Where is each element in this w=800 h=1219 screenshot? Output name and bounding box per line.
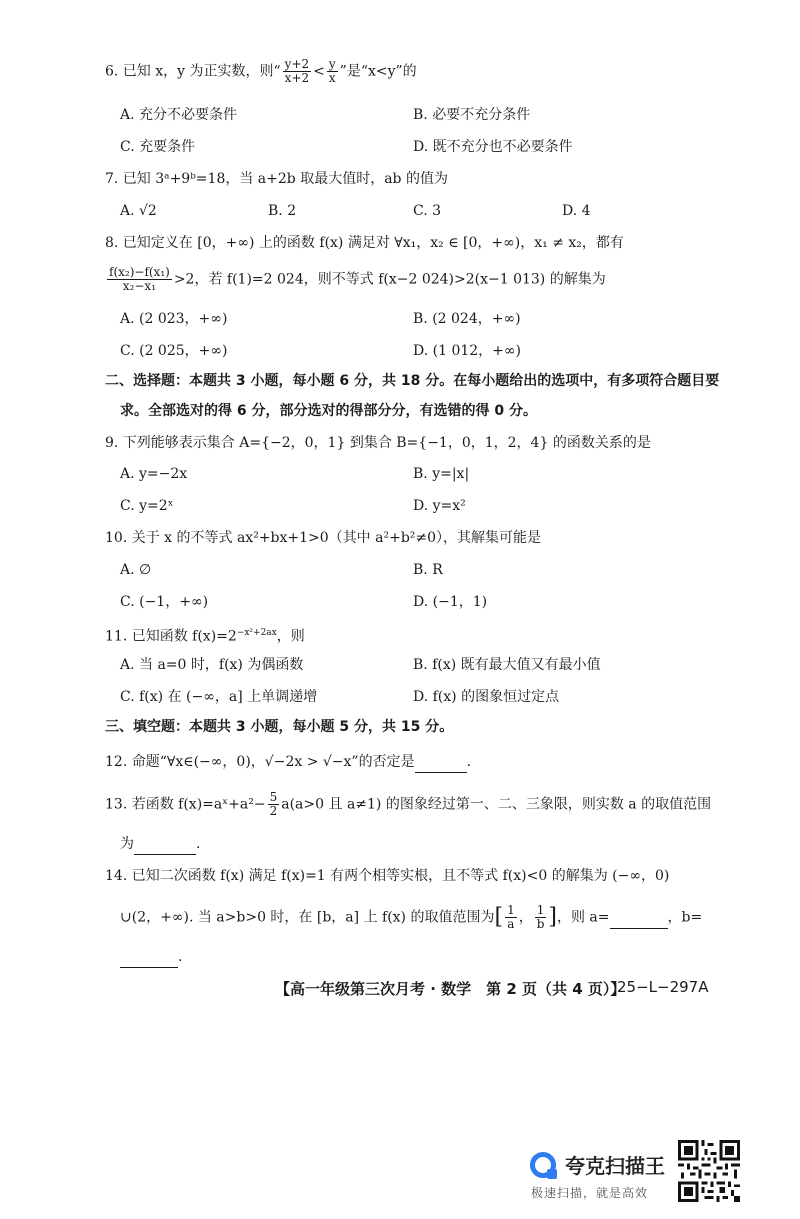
question-11-stem [105,623,305,647]
exam-code: 25−L−297A [617,978,709,996]
q11-text-a: 11. 已知函数 f(x)=2 [105,628,237,645]
q9-option-d: D. y=x² [413,498,466,514]
q6-option-b: B. 必要不充分条件 [413,107,531,123]
question-13-stem [105,791,711,818]
scanner-slogan: 极速扫描，就是高效 [531,1186,649,1200]
q9-option-b: B. y=|x| [413,466,470,482]
q6-option-d: D. 既不充分也不必要条件 [413,139,573,155]
q12-text-b: . [466,754,472,770]
question-13-line2 [120,834,200,855]
q7-option-d: D. 4 [562,203,591,219]
q8-option-b: B. (2 024，+∞) [413,311,521,327]
question-9-stem: 9. 下列能够表示集合 A={−2，0，1} 到集合 B={−1，0，1，2，4} 的函数关系的是 [105,435,651,451]
section-2-heading: 二、选择题：本题共 3 小题，每小题 6 分，共 18 分。在每小题给出的选项中，有多项符合题目要 [105,373,720,389]
q8-option-d: D. (1 012，+∞) [413,343,522,359]
q14-comma: ， [518,909,533,926]
scanner-watermark [525,1140,675,1200]
question-12-stem [105,752,471,773]
q14-fraction-1 [505,904,517,931]
question-8-stem-line1: 8. 已知定义在 [0，+∞) 上的函数 f(x) 满足对 ∀x₁，x₂ ∈ [0，+∞)，x₁ ≠ x₂，都有 [105,235,624,251]
q8-text-line2: >2，若 f(1)=2 024，则不等式 f(x−2 024)>2(x−1 013) 的解集为 [173,271,606,288]
question-8-stem-line2 [105,266,606,293]
q14-text-end: . [178,949,183,965]
q8-option-c: C. (2 025，+∞) [120,343,228,359]
section-2-rules: 求。全部选对的得 6 分，部分选对的得部分分，有选错的得 0 分。 [120,403,537,419]
q12-text-a: 12. 命题“∀x∈(−∞，0)，√−2x > √−x”的否定是 [105,754,415,770]
q7-option-a: A. √2 [120,203,157,219]
q12-answer-blank [415,752,467,773]
section-3-heading: 三、填空题：本题共 3 小题，每小题 5 分，共 15 分。 [105,719,454,735]
question-14-line2 [120,904,702,931]
q10-option-b: B. R [413,562,443,578]
q13-fraction [268,791,280,818]
q9-option-a: A. y=−2x [120,466,188,482]
q14-right-bracket: ] [548,904,557,930]
q14-answer-blank-b [120,947,178,968]
q8-fraction [107,266,172,293]
q11-exponent: −x²+2ax [236,628,277,638]
q11-option-a: A. 当 a=0 时，f(x) 为偶函数 [120,657,304,673]
qr-code-icon [678,1140,740,1202]
q13-text-wei: 为 [120,836,134,852]
q6-text-b: ”是“x<y”的 [339,63,417,80]
q13-text-end: . [196,836,201,852]
scanner-brand-name: 夸克扫描王 [565,1154,665,1178]
q13-frac-num: 5 [269,790,278,804]
q14-fraction-2 [535,904,547,931]
q6-fraction-1 [283,58,311,85]
q6-frac2-num: y [328,57,336,71]
question-14-stem-line1: 14. 已知二次函数 f(x) 满足 f(x)=1 有两个相等实根，且不等式 f(x)<0 的解集为 (−∞，0) [105,868,670,884]
q13-text-b: a(a>0 且 a≠1) 的图象经过第一、二、三象限，则实数 a 的取值范围 [281,796,712,813]
scanner-logo-icon [530,1152,556,1178]
q14-frac1-num: 1 [507,903,515,917]
q14-left-bracket: [ [494,904,504,930]
q13-answer-blank [134,834,196,855]
q8-frac-den: x₂−x₁ [122,279,157,293]
q14-text-a: ∪(2，+∞). 当 a>b>0 时，在 [b，a] 上 f(x) 的取值范围为 [120,909,495,926]
q8-frac-num: f(x₂)−f(x₁) [109,265,170,279]
q8-option-a: A. (2 023，+∞) [120,311,228,327]
q10-option-a: A. ∅ [120,562,152,578]
question-6-stem [105,58,417,85]
q11-option-d: D. f(x) 的图象恒过定点 [413,689,560,705]
q6-frac1-den: x+2 [284,71,310,85]
question-7-stem: 7. 已知 3ᵃ+9ᵇ=18，当 a+2b 取最大值时，ab 的值为 [105,171,448,187]
q11-text-b: ，则 [276,628,305,645]
q10-option-d: D. (−1，1) [413,594,488,610]
q11-option-c: C. f(x) 在 (−∞，a] 上单调递增 [120,689,318,705]
q6-frac1-num: y+2 [284,57,310,71]
q14-frac2-den: b [536,917,545,931]
q6-lt: < [313,63,325,80]
q14-text-c: ，b= [667,909,703,926]
q6-option-a: A. 充分不必要条件 [120,107,238,123]
q13-frac-den: 2 [269,804,278,818]
q14-frac1-den: a [507,917,515,931]
q14-answer-blank-a [610,908,668,929]
q7-option-b: B. 2 [268,203,297,219]
question-14-line3 [120,947,182,968]
q6-fraction-2 [327,58,338,85]
q10-option-c: C. (−1，+∞) [120,594,209,610]
q14-text-b: ，则 a= [556,909,610,926]
question-10-stem: 10. 关于 x 的不等式 ax²+bx+1>0（其中 a²+b²≠0），其解集可能是 [105,530,542,546]
q7-option-c: C. 3 [413,203,442,219]
q6-frac2-den: x [328,71,336,85]
q6-text-a: 6. 已知 x，y 为正实数，则“ [105,63,281,80]
q14-frac2-num: 1 [535,904,547,918]
q11-option-b: B. f(x) 既有最大值又有最小值 [413,657,601,673]
q13-text-a: 13. 若函数 f(x)=aˣ+a²− [105,796,266,813]
page-footer: 【高一年级第三次月考 · 数学 第 2 页（共 4 页）】 [275,980,626,998]
q6-option-c: C. 充要条件 [120,139,196,155]
q9-option-c: C. y=2ˣ [120,498,174,514]
